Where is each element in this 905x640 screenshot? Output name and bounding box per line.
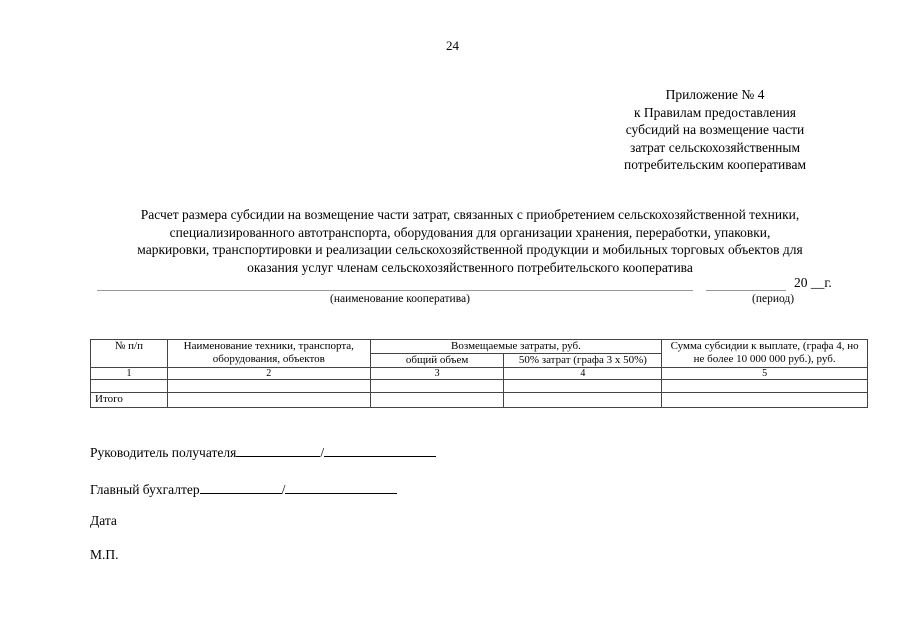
table-row	[91, 380, 868, 393]
table-cell[interactable]	[662, 380, 868, 393]
table-cell[interactable]	[167, 393, 370, 408]
period-field[interactable]	[706, 290, 786, 291]
head-name-field[interactable]	[324, 444, 436, 457]
document-title	[80, 206, 860, 276]
separator: /	[281, 482, 286, 497]
subsidy-calculation-table	[90, 339, 868, 408]
head-label: Руководитель получателя	[90, 445, 237, 460]
column-number: 3	[370, 368, 504, 380]
table-header-row	[91, 340, 868, 354]
appendix-line: затрат сельскохозяйственным	[629, 139, 801, 155]
table-cell[interactable]	[167, 380, 370, 393]
title-line: маркировки, транспортировки и реализации сельскохозяйственной продукции и мобильных торговых объектов для	[137, 242, 803, 257]
appendix-line: потребительским кооперативам	[623, 157, 806, 172]
appendix-line: к Правилам предоставления	[633, 104, 797, 120]
total-label: Итого	[91, 393, 168, 408]
col-number-header: № п/п	[91, 340, 168, 368]
title-line: Расчет размера субсидии на возмещение части затрат, связанных с приобретением сельскохозяйственной техники,	[140, 207, 800, 222]
table-cell[interactable]	[504, 393, 662, 408]
accountant-label: Главный бухгалтер	[90, 482, 200, 497]
column-number: 5	[662, 368, 868, 380]
separator: /	[320, 445, 325, 460]
table-cell[interactable]	[370, 393, 504, 408]
total-row	[91, 393, 868, 408]
appendix-line: субсидий на возмещение части	[625, 122, 805, 137]
col-subsidy-header: Сумма субсидии к выплате, (графа 4, но не более 10 000 000 руб.), руб.	[662, 340, 868, 368]
period-caption: (период)	[752, 293, 795, 305]
table-cell[interactable]	[662, 393, 868, 408]
page-number: 24	[446, 38, 459, 53]
table-cell[interactable]	[91, 380, 168, 393]
col-total-volume-header: общий объем	[370, 354, 504, 368]
table-cell[interactable]	[370, 380, 504, 393]
cooperative-name-field[interactable]	[97, 290, 693, 291]
year-field: 20 __г.	[794, 275, 832, 290]
col-name-header: Наименование техники, транспорта, оборудования, объектов	[167, 340, 370, 368]
accountant-name-field[interactable]	[285, 481, 397, 494]
column-numbers-row	[91, 368, 868, 380]
col-costs-group-header: Возмещаемые затраты, руб.	[370, 340, 662, 354]
column-number: 4	[504, 368, 662, 380]
appendix-header	[585, 86, 845, 174]
appendix-line: Приложение № 4	[665, 87, 765, 102]
column-number: 2	[167, 368, 370, 380]
title-line: специализированного автотранспорта, оборудования для организации хранения, переработки, упаковки,	[169, 224, 771, 240]
table-cell[interactable]	[504, 380, 662, 393]
accountant-signature-field[interactable]	[200, 481, 282, 494]
col-half-costs-header: 50% затрат (графа 3 х 50%)	[504, 354, 662, 368]
title-line: оказания услуг членам сельскохозяйственного потребительского кооператива	[247, 259, 693, 275]
head-signature-field[interactable]	[236, 444, 320, 457]
seal-label: М.П.	[90, 547, 119, 562]
column-number: 1	[91, 368, 168, 380]
date-label: Дата	[90, 513, 117, 528]
cooperative-name-caption: (наименование кооператива)	[330, 293, 470, 305]
head-signature-line	[90, 444, 436, 461]
accountant-signature-line	[90, 481, 397, 498]
